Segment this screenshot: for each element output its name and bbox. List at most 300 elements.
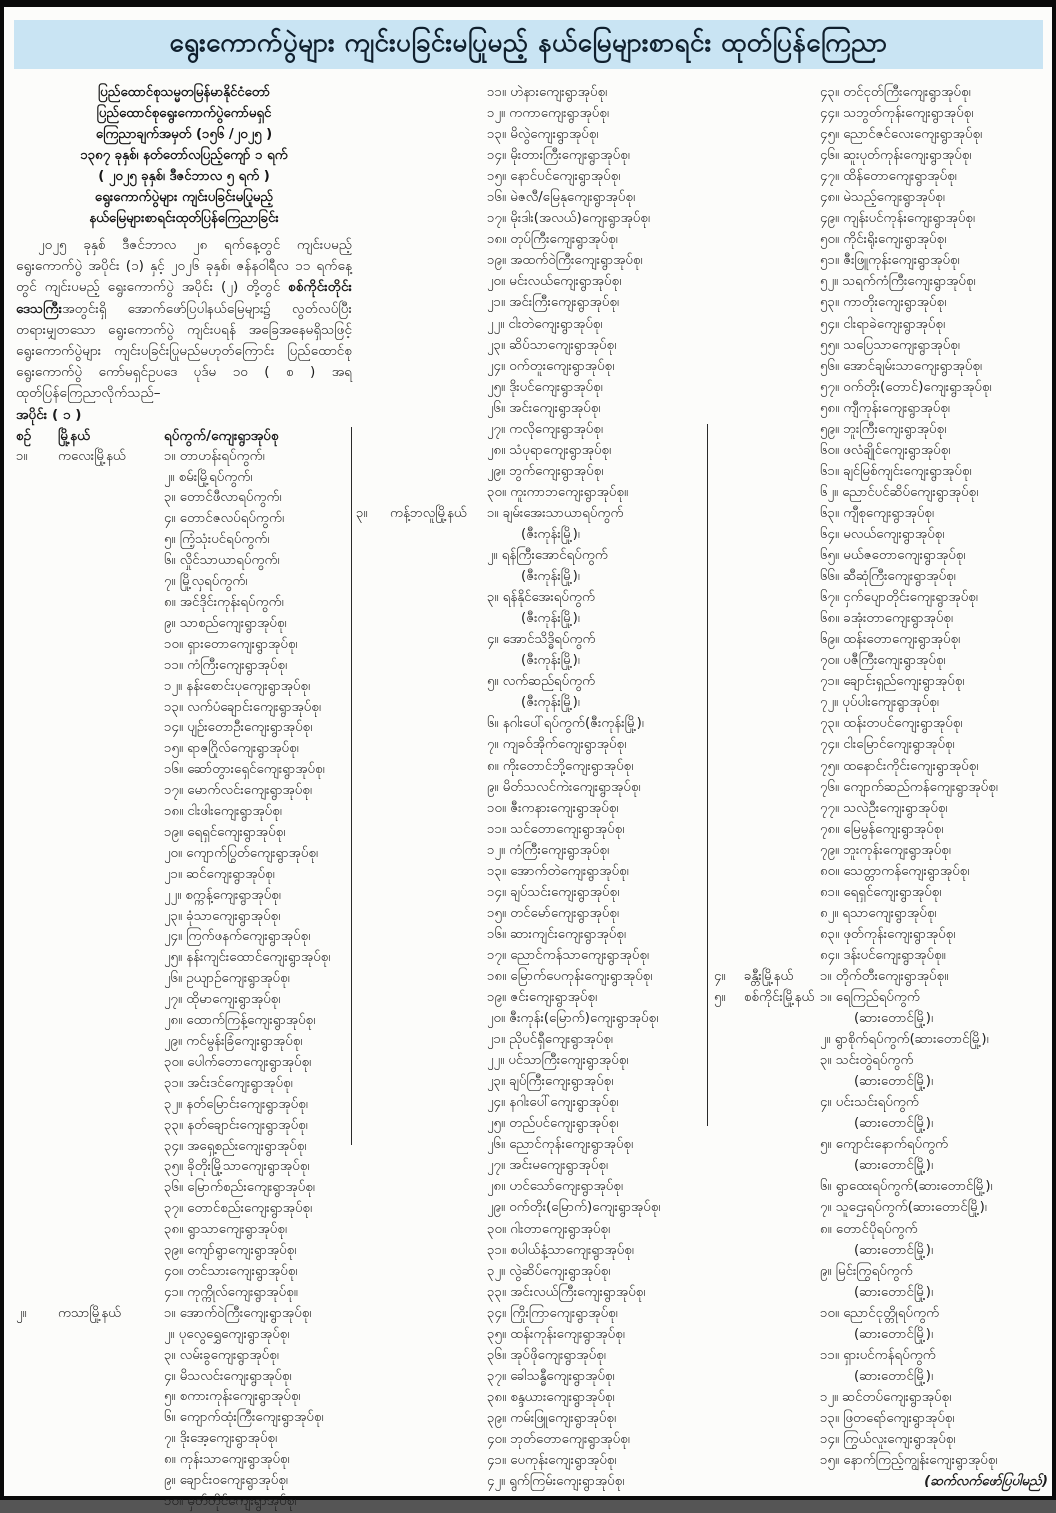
list-item-text: ကိုးတောင်ဘို့ကျေးရွာအုပ်စု၊ bbox=[498, 758, 634, 774]
list-item-text: ကျခဝ်အိုက်ကျေးရွာအုပ်စု၊ bbox=[498, 737, 627, 753]
list-item-number: ၄။ bbox=[487, 632, 499, 648]
list-item-number: ၅။ bbox=[820, 1137, 832, 1153]
list-item-number: ၆၉။ bbox=[820, 632, 839, 648]
list-item bbox=[487, 840, 708, 861]
list-item-number: ၂၆။ bbox=[164, 971, 183, 987]
list-item-text: မောက်လင်းကျေးရွာအုပ်စု၊ bbox=[183, 783, 312, 799]
list-item-text: တောင်ပိုရပ်ကွက် bbox=[831, 1221, 918, 1237]
list-item-text: နဂါးပေါ်ရပ်ကွက်(ဇီးကုန်းမြို့)၊ bbox=[498, 716, 644, 732]
list-item-text: ဟဲနားကျေးရွာအုပ်စု၊ bbox=[506, 85, 608, 100]
list-item-text: လမ်းခွကျေးရွာအုပ်စု၊ bbox=[175, 1347, 279, 1363]
list-item-text: ဒိုးအေ့ကျေးရွာအုပ်စု၊ bbox=[175, 1431, 278, 1447]
township-group bbox=[714, 82, 1052, 966]
list-item-text: အောက်တဲကျေးရွာအုပ်စု၊ bbox=[506, 863, 629, 879]
list-item bbox=[820, 545, 1052, 566]
list-item bbox=[164, 447, 352, 468]
list-item bbox=[487, 1050, 708, 1071]
list-item-text: ဖလံချိုင်ကျေးရွာအုပ်စု၊ bbox=[839, 442, 951, 458]
list-item-number: ၄၀။ bbox=[487, 1432, 506, 1447]
list-item-text: မဲဇလီ/မြေနုကျေးရွာအုပ်စု၊ bbox=[506, 190, 636, 206]
list-item-text: တုပ်ကြီးကျေးရွာအုပ်စု၊ bbox=[506, 232, 618, 248]
list-item-continuation: (ဆားတောင်မြို့)၊ bbox=[854, 1074, 934, 1090]
list-item-text: ချင်မြစ်ကျင်းကျေးရွာအုပ်စု၊ bbox=[839, 463, 972, 479]
township-list bbox=[714, 82, 1052, 1471]
list-item-text: ဘုတ်တောကျေးရွာအုပ်စု၊ bbox=[506, 1432, 630, 1447]
list-item-text: ကြံ့သုံးပင်ရပ်ကွက်၊ bbox=[175, 532, 270, 548]
list-item-number: ၅။ bbox=[164, 532, 176, 548]
list-item-number: ၇၀။ bbox=[820, 653, 839, 669]
list-item-text: ပင်သာကြီးကျေးရွာအုပ်စု၊ bbox=[504, 1053, 629, 1069]
list-item-number: ၆၇။ bbox=[820, 590, 839, 606]
list-item-number: ၁၁။ bbox=[487, 821, 506, 837]
list-item bbox=[487, 1092, 708, 1113]
list-item-text: ခုံသာကျေးရွာအုပ်စု၊ bbox=[182, 908, 281, 924]
intro-paragraph bbox=[16, 235, 352, 405]
list-item bbox=[487, 1113, 708, 1134]
list-item bbox=[820, 398, 1052, 419]
list-item-text: ထန်းကုန်းကျေးရွာအုပ်စု၊ bbox=[506, 1326, 625, 1342]
list-item bbox=[820, 440, 1052, 461]
page-title-banner bbox=[14, 20, 1043, 69]
list-item-text: သံပုရာကျေးရွာအုပ်စု၊ bbox=[505, 442, 612, 458]
township-number bbox=[714, 82, 744, 966]
list-item-number: ၃၈။ bbox=[164, 1222, 184, 1238]
list-item-text: မှတ်တိုင်ကျေးရွာအုပ်စု၊ bbox=[183, 1493, 297, 1509]
list-item bbox=[164, 1116, 352, 1137]
letterhead-line: ပြည်ထောင်စုသမ္မတမြန်မာနိုင်ငံတော် bbox=[97, 85, 271, 100]
letterhead-line: ပြည်ထောင်စုရွေးကောက်ပွဲကော်မရှင် bbox=[96, 106, 272, 121]
list-item bbox=[164, 886, 352, 907]
list-item-text: အင်းကြီးကျေးရွာအုပ်စု၊ bbox=[505, 295, 620, 311]
list-item-text: ရှားတောကျေးရွာအုပ်စု၊ bbox=[183, 636, 298, 652]
list-item-number: ၁။ bbox=[820, 990, 832, 1006]
list-item-number: ၉။ bbox=[820, 1263, 832, 1279]
list-item bbox=[487, 987, 708, 1008]
list-item-number: ၅၁။ bbox=[820, 253, 839, 269]
list-item-text: မင်းလယ်ကျေးရွာအုပ်စု၊ bbox=[505, 274, 622, 290]
list-item-number: ၁၄။ bbox=[487, 884, 506, 900]
list-item-number: ၉။ bbox=[164, 1473, 176, 1489]
list-item bbox=[164, 1471, 352, 1492]
list-item-number: ၄။ bbox=[820, 1095, 832, 1111]
list-item-number: ၈၃။ bbox=[820, 926, 840, 942]
list-item bbox=[820, 335, 1052, 356]
list-item-text: တာဟန်းရပ်ကွက်၊ bbox=[175, 448, 265, 464]
list-item bbox=[487, 756, 708, 777]
list-item-text: သင်တောကျေးရွာအုပ်စု၊ bbox=[506, 821, 625, 837]
list-item-text: အုပ်ဖိုကျေးရွာအုပ်စု၊ bbox=[506, 1347, 606, 1363]
list-item-number: ၈။ bbox=[487, 758, 499, 774]
list-item-text: ကျောင်းနောက်ရပ်ကွက် bbox=[831, 1137, 949, 1153]
list-item-number: ၃၇။ bbox=[487, 1368, 506, 1384]
list-item bbox=[820, 650, 1052, 671]
township-name: စစ်ကိုင်းမြို့နယ် bbox=[744, 990, 815, 1006]
list-item-text: အောက်ဝဲကြီးကျေးရွာအုပ်စု၊ bbox=[175, 1305, 312, 1321]
list-item-number: ၁၄။ bbox=[820, 1432, 839, 1447]
list-item bbox=[164, 551, 352, 572]
list-item-number: ၈၂။ bbox=[820, 905, 839, 921]
list-item-number: ၃၃။ bbox=[164, 1117, 183, 1133]
column-right bbox=[714, 82, 1052, 1492]
list-item-text: ဝက်တူးကျေးရွာအုပ်စု၊ bbox=[505, 358, 615, 374]
township-name: ကန့်ဘလူမြို့နယ် bbox=[390, 505, 467, 521]
list-item-text: အင်းမကျေးရွာအုပ်စု၊ bbox=[505, 1158, 609, 1174]
list-item-number: ၄၄။ bbox=[820, 106, 839, 122]
continuation-note: (ဆက်လက်ဖော်ပြပါမည်) bbox=[924, 1474, 1048, 1490]
list-item-text: ကင်မွန်းခြံကျေးရွာအုပ်စု၊ bbox=[182, 1034, 303, 1049]
list-item bbox=[487, 1008, 708, 1029]
list-item-number: ၁၃။ bbox=[820, 1410, 839, 1426]
list-item-text: စက္ကန့်ကျေးရွာအုပ်စု၊ bbox=[181, 887, 281, 903]
list-item bbox=[164, 969, 352, 990]
list-item-number: ၂၂။ bbox=[164, 887, 182, 903]
list-item-number: ၂၉။ bbox=[164, 1034, 183, 1049]
list-item-continuation: (ဇီးကုန်းမြို့)၊ bbox=[521, 695, 580, 711]
list-item bbox=[820, 124, 1052, 145]
list-item bbox=[164, 488, 352, 509]
list-item-number: ၁၀။ bbox=[164, 636, 183, 652]
list-item bbox=[820, 1134, 1052, 1155]
list-item bbox=[487, 1155, 708, 1176]
list-item-number: ၁၅။ bbox=[487, 905, 506, 921]
list-item-number: ၁။ bbox=[164, 448, 176, 464]
list-item bbox=[487, 798, 708, 819]
list-item-number: ၁၄။ bbox=[487, 148, 506, 164]
list-item-number: ၄။ bbox=[164, 511, 176, 527]
list-item-number: ၄၅။ bbox=[820, 127, 839, 143]
list-item-number: ၂။ bbox=[820, 1032, 831, 1048]
list-item-text: ကျီကုန်းကျေးရွာအုပ်စု၊ bbox=[839, 400, 950, 416]
list-item-number: ၂၉။ bbox=[487, 1200, 506, 1216]
list-item bbox=[487, 1429, 708, 1450]
list-item-text: မြောက်စည်းကျေးရွာအုပ်စု၊ bbox=[183, 1180, 315, 1196]
township-group bbox=[356, 503, 708, 1492]
list-item bbox=[487, 1197, 708, 1218]
list-item bbox=[820, 966, 1052, 987]
list-item-text: ဝက်တိုး(တောင်)ကျေးရွာအုပ်စု၊ bbox=[839, 379, 992, 395]
list-item-text: သရက်ကံကြီးကျေးရွာအုပ်စု၊ bbox=[838, 274, 976, 290]
list-item-number: ၃၆။ bbox=[164, 1180, 183, 1196]
list-item-text: ချောင်းဝကျေးရွာအုပ်စု၊ bbox=[175, 1473, 288, 1489]
list-item bbox=[164, 1053, 352, 1074]
list-item-text: ဘွက်ကျေးရွာအုပ်စု၊ bbox=[505, 463, 604, 479]
list-item-text: ကျော်ရွာကျေးရွာအုပ်စု၊ bbox=[183, 1243, 297, 1259]
list-item bbox=[820, 482, 1052, 503]
list-item-number: ၁၂။ bbox=[820, 1389, 839, 1405]
list-item-number: ၁၈။ bbox=[487, 232, 507, 248]
list-item-text: ရွက်ကြမ်းကျေးရွာအုပ်စု၊ bbox=[505, 1474, 625, 1490]
list-item-number: ၃၉။ bbox=[487, 1410, 506, 1426]
list-item bbox=[164, 1137, 352, 1158]
list-item-text: ချပ်ကြီးကျေးရွာအုပ်စု၊ bbox=[505, 1074, 614, 1090]
list-item-text: ညောင်ငုတ္တိုရပ်ကွက် bbox=[839, 1305, 940, 1321]
list-item bbox=[487, 356, 708, 377]
list-item bbox=[487, 1134, 708, 1155]
list-item bbox=[820, 419, 1052, 440]
list-item-text: မိတ်သလင်ကဲးကျေးရွာအုပ်စု၊ bbox=[498, 779, 641, 795]
list-item-text: နောင်ပင်ကျေးရွာအုပ်စု၊ bbox=[506, 169, 621, 185]
list-item-text: ဆင်ကျေးရွာအုပ်စု၊ bbox=[182, 866, 275, 882]
list-item-continuation: (ဆားတောင်မြို့)၊ bbox=[854, 1158, 934, 1174]
township-number: ၁။ bbox=[16, 448, 28, 464]
list-item bbox=[487, 713, 708, 734]
list-item bbox=[820, 629, 1052, 650]
list-item-number: ၂၈။ bbox=[487, 442, 506, 458]
list-item-continuation: (ဇီးကုန်းမြို့)၊ bbox=[521, 611, 580, 627]
list-item bbox=[164, 1325, 352, 1346]
list-item bbox=[164, 760, 352, 781]
list-item-text: မိုးဒါး(အလယ်)ကျေးရွာအုပ်စု၊ bbox=[506, 211, 650, 227]
list-item-text: တင်ငုတ်ကြီးကျေးရွာအုပ်စု၊ bbox=[839, 85, 971, 100]
list-item bbox=[164, 907, 352, 928]
list-item-number: ၅၉။ bbox=[820, 421, 839, 437]
list-item-number: ၄၇။ bbox=[820, 169, 839, 185]
list-item bbox=[487, 103, 708, 124]
list-item-text: ကလိုကျေးရွာအုပ်စု၊ bbox=[505, 421, 603, 437]
list-item bbox=[820, 734, 1052, 755]
list-item-number: ၁၅။ bbox=[487, 169, 506, 185]
list-item-text: သပြေသာကျေးရွာအုပ်စု၊ bbox=[839, 337, 960, 353]
list-item-number: ၉။ bbox=[164, 615, 176, 631]
intro-text-bold: စစ်ကိုင်းတိုင်းဒေသကြီး bbox=[16, 279, 352, 317]
list-item bbox=[487, 292, 708, 313]
list-item-number: ၅၃။ bbox=[820, 295, 839, 311]
list-item-number: ၄၀။ bbox=[164, 1263, 183, 1279]
list-item bbox=[487, 1450, 708, 1471]
list-item-number: ၁၈။ bbox=[164, 804, 184, 820]
list-item bbox=[820, 377, 1052, 398]
list-item-number: ၅၂။ bbox=[820, 274, 839, 290]
list-item-number: ၂၅။ bbox=[487, 1116, 506, 1132]
list-item-text: အင်ဒိုင်းကုန်းရပ်ကွက်၊ bbox=[175, 594, 284, 610]
list-item-number: ၄၃။ bbox=[820, 85, 839, 100]
list-item bbox=[487, 924, 708, 945]
list-item bbox=[164, 656, 352, 677]
ward-list bbox=[164, 447, 352, 1304]
list-item bbox=[487, 419, 708, 440]
letterhead bbox=[16, 82, 352, 229]
list-item-text: အင်းဒင်ကျေးရွာအုပ်စု၊ bbox=[183, 1075, 293, 1091]
township-list bbox=[16, 447, 352, 1513]
list-item bbox=[820, 145, 1052, 166]
list-item-continuation: (ဇီးကုန်းမြို့)၊ bbox=[521, 653, 580, 669]
list-item-text: တောင်ဇလပ်ရပ်ကွက်၊ bbox=[175, 511, 285, 527]
township-name: ကသာမြို့နယ် bbox=[58, 1305, 122, 1321]
list-item-number: ၇၁။ bbox=[820, 674, 839, 690]
list-item-number: ၇၂။ bbox=[820, 695, 839, 711]
list-item-text: လက်ပံချောင်းကျေးရွာအုပ်စု၊ bbox=[183, 699, 321, 715]
list-item-number: ၂၀။ bbox=[487, 274, 506, 290]
list-item bbox=[820, 1303, 1052, 1324]
list-item-text: သူဌေးရပ်ကွက်(ဆားတောင်မြို့)၊ bbox=[831, 1200, 987, 1216]
list-item bbox=[820, 1197, 1052, 1218]
list-item bbox=[164, 844, 352, 865]
list-item-number: ၂၅။ bbox=[487, 379, 506, 395]
list-item-text: နတ်မြောင်းကျေးရွာအုပ်စု၊ bbox=[182, 1096, 308, 1112]
list-item bbox=[820, 250, 1052, 271]
list-item-continuation: (ဆားတောင်မြို့)၊ bbox=[854, 1011, 934, 1027]
list-item-text: လက်ဆည်ရပ်ကွက် bbox=[498, 674, 596, 690]
list-item bbox=[164, 468, 352, 489]
list-item bbox=[164, 635, 352, 656]
list-item bbox=[164, 1011, 352, 1032]
list-item bbox=[164, 1095, 352, 1116]
list-item-number: ၂။ bbox=[164, 1326, 175, 1342]
list-item-text: ကုန်းသာကျေးရွာအုပ်စု၊ bbox=[175, 1452, 290, 1468]
list-item-number: ၁၇။ bbox=[487, 947, 506, 963]
list-item-text: ရှားပင်ကန်ရပ်ကွက် bbox=[839, 1347, 936, 1363]
list-item-text: ဇင်းကျေးရွာအုပ်စု၊ bbox=[506, 990, 598, 1006]
list-item-number: ၇။ bbox=[820, 1200, 832, 1216]
list-item-number: ၅၄။ bbox=[820, 316, 839, 332]
list-item-text: ပေါက်တောကျေးရွာအုပ်စု၊ bbox=[183, 1054, 312, 1070]
list-item bbox=[820, 524, 1052, 545]
list-item-number: ၃၉။ bbox=[164, 1243, 183, 1259]
list-item-number: ၃၀။ bbox=[164, 1054, 183, 1070]
list-item-text: ကိုင်းရိုးကျေးရွာအုပ်စု၊ bbox=[839, 232, 947, 248]
list-item-number: ၂၆။ bbox=[487, 1137, 506, 1153]
list-item-number: ၂၃။ bbox=[164, 908, 183, 924]
list-item bbox=[164, 1283, 352, 1304]
list-item-text: ငါးရာခဲကျေးရွာအုပ်စု၊ bbox=[839, 316, 946, 332]
list-item bbox=[820, 1029, 1052, 1050]
list-item-text: လှိုင်သာယာရပ်ကွက်၊ bbox=[175, 553, 280, 569]
list-item-number: ၇။ bbox=[164, 574, 176, 590]
list-item-number: ၅၀။ bbox=[820, 232, 839, 248]
list-item-text: တင်သားကျေးရွာအုပ်စု၊ bbox=[183, 1263, 298, 1279]
list-item-number: ၂၇။ bbox=[164, 992, 183, 1008]
list-item-number: ၁၀။ bbox=[820, 1305, 839, 1321]
list-item bbox=[487, 1324, 708, 1345]
list-item-number: ၁၃။ bbox=[164, 699, 183, 715]
list-item-text: မြို့လှရပ်ကွက်၊ bbox=[175, 574, 248, 590]
list-item-number: ၃။ bbox=[164, 1347, 176, 1363]
table-header-township: မြို့နယ် bbox=[58, 427, 91, 444]
list-item-number: ၁၀။ bbox=[164, 1493, 183, 1509]
list-item bbox=[487, 903, 708, 924]
list-item bbox=[164, 865, 352, 886]
list-item-number: ၃၂။ bbox=[487, 1263, 506, 1279]
list-item bbox=[164, 1304, 352, 1325]
list-item bbox=[820, 229, 1052, 250]
township-number: ၂။ bbox=[16, 1305, 27, 1321]
list-item bbox=[487, 1176, 708, 1197]
list-item-number: ၂၂။ bbox=[487, 316, 505, 332]
list-item bbox=[164, 593, 352, 614]
list-item-number: ၁၉။ bbox=[164, 824, 183, 840]
township-group bbox=[356, 82, 708, 503]
list-item-number: ၁၆။ bbox=[487, 190, 506, 206]
list-item bbox=[820, 861, 1052, 882]
list-item bbox=[487, 208, 708, 229]
list-item-number: ၁၂။ bbox=[487, 842, 506, 858]
list-item bbox=[487, 271, 708, 292]
list-item-text: မိုးတားကြီးကျေးရွာအုပ်စု၊ bbox=[506, 148, 630, 164]
list-item-text: ပေကုန်းကျေးရွာအုပ်စု၊ bbox=[506, 1453, 617, 1469]
list-item-number: ၂၂။ bbox=[487, 1053, 505, 1069]
township-group bbox=[714, 966, 1052, 987]
list-item-text: အောင်သိဒ္ဓိရပ်ကွက် bbox=[498, 632, 596, 648]
list-item bbox=[820, 1050, 1052, 1071]
list-item bbox=[487, 1366, 708, 1387]
list-item bbox=[487, 861, 708, 882]
list-item-text: ကျောက်ထုံးကြီးကျေးရွာအုပ်စု၊ bbox=[175, 1410, 324, 1426]
list-item bbox=[820, 103, 1052, 124]
list-item-text: ကျောက်ဆည်ကန်ကျေးရွာအုပ်စု၊ bbox=[839, 779, 998, 795]
table-header bbox=[16, 426, 352, 447]
list-item bbox=[820, 798, 1052, 819]
list-item-number: ၇။ bbox=[164, 1431, 176, 1447]
township-number: ၅။ bbox=[714, 990, 726, 1006]
list-item-text: မိလွဲကျေးရွာအုပ်စု၊ bbox=[506, 127, 599, 143]
list-item-text: နန်းကျင်းထောင်ကျေးရွာအုပ်စု၊ bbox=[182, 950, 331, 966]
list-item-number: ၂၆။ bbox=[487, 400, 506, 416]
list-item-number: ၁။ bbox=[164, 1305, 176, 1321]
list-item-number: ၃၄။ bbox=[487, 1305, 506, 1321]
list-item-number: ၂၃။ bbox=[487, 1074, 506, 1090]
list-item bbox=[820, 1408, 1052, 1429]
list-item-number: ၁၀။ bbox=[487, 800, 506, 816]
list-item-number: ၆၁။ bbox=[820, 463, 839, 479]
list-item bbox=[164, 781, 352, 802]
list-item-number: ၈၀။ bbox=[820, 863, 840, 879]
list-item-number: ၂၅။ bbox=[164, 950, 183, 966]
list-item-number: ၈။ bbox=[164, 1452, 176, 1468]
list-item-text: ရသာကျေးရွာအုပ်စု၊ bbox=[838, 905, 937, 921]
list-item-text: ကြွယ်လူးကျေးရွာအုပ်စု၊ bbox=[839, 1432, 956, 1447]
ward-list bbox=[820, 82, 1052, 966]
list-item-text: ကံကြီးကျေးရွာအုပ်စု၊ bbox=[505, 842, 610, 858]
list-item bbox=[164, 1241, 352, 1262]
list-item-number: ၅၆။ bbox=[820, 358, 839, 374]
list-item-text: ရန်နိုင်အေးရပ်ကွက် bbox=[498, 590, 596, 606]
list-item-text: မလယ်ကျေးရွာအုပ်စု၊ bbox=[839, 526, 945, 542]
list-item bbox=[487, 314, 708, 335]
list-item-number: ၂၄။ bbox=[164, 929, 183, 945]
list-item-text: ဒိုးပင်ကျေးရွာအုပ်စု၊ bbox=[505, 379, 603, 395]
list-item-text: ဇီးဖြူကုန်းကျေးရွာအုပ်စု၊ bbox=[839, 253, 960, 269]
list-item-text: အရှေ့စည်းကျေးရွာအုပ်စု၊ bbox=[183, 1138, 307, 1154]
list-item-text: ညောင်ဇင်လေးကျေးရွာအုပ်စု၊ bbox=[839, 127, 983, 143]
list-item bbox=[164, 1074, 352, 1095]
list-item-number: ၃၅။ bbox=[164, 1159, 183, 1175]
list-item-number: ၁၃။ bbox=[487, 863, 506, 879]
list-item-number: ၆၀။ bbox=[820, 442, 839, 458]
list-item-text: ဆီဆုံကြီးကျေးရွာအုပ်စု၊ bbox=[839, 569, 956, 585]
list-item-text: စမ်းမြို့ရပ်ကွက်၊ bbox=[174, 469, 253, 485]
list-item-text: ဟင်သော်ကျေးရွာအုပ်စု၊ bbox=[505, 1179, 623, 1195]
list-item-number: ၅။ bbox=[164, 1389, 176, 1405]
list-item-number: ၆၅။ bbox=[820, 548, 839, 564]
list-item-number: ၁၁။ bbox=[820, 1347, 839, 1363]
list-item-continuation: (ဆားတောင်မြို့)၊ bbox=[854, 1242, 934, 1258]
list-item bbox=[487, 587, 708, 608]
township-number: ၄။ bbox=[714, 968, 726, 984]
list-item-number: ၇၆။ bbox=[820, 779, 839, 795]
list-item bbox=[487, 145, 708, 166]
list-item bbox=[487, 1261, 708, 1282]
list-item bbox=[487, 461, 708, 482]
list-item bbox=[487, 377, 708, 398]
table-header-sn: စဉ် bbox=[16, 427, 32, 444]
list-item-continuation: (ဆားတောင်မြို့)၊ bbox=[854, 1116, 934, 1132]
list-item-text: ရွာသာကျေးရွာအုပ်စု၊ bbox=[183, 1222, 287, 1238]
list-item-text: ပျဉ်းတောဦးကျေးရွာအုပ်စု၊ bbox=[183, 720, 313, 736]
list-item-text: ကြိုးကြာကျေးရွာအုပ်စု၊ bbox=[506, 1305, 618, 1321]
list-item-number: ၃၄။ bbox=[164, 1138, 183, 1154]
list-item bbox=[820, 271, 1052, 292]
list-item-continuation: (ဇီးကုန်းမြို့)၊ bbox=[521, 526, 580, 542]
